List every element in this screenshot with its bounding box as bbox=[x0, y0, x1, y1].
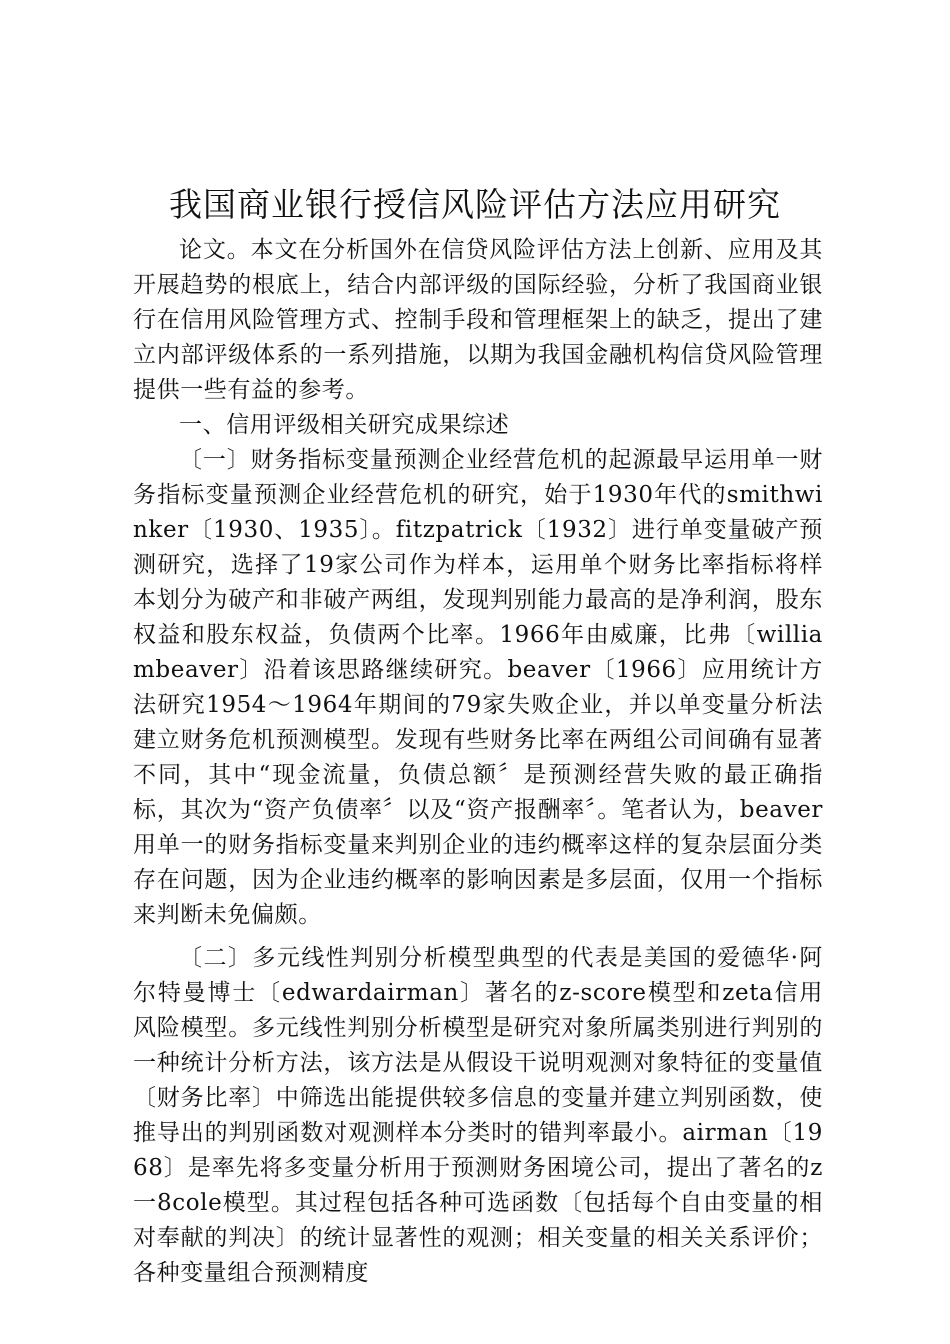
paragraph-gap bbox=[133, 933, 823, 941]
abstract-paragraph: 论文。本文在分析国外在信贷风险评估方法上创新、应用及其开展趋势的根底上，结合内部评级的国际经验，分析了我国商业银行在信用风险管理方式、控制手段和管理框架上的缺乏，提出了建立内部评级体系的一系列措施，以期为我国金融机构信贷风险管理提供一些有益的参考。 bbox=[133, 237, 823, 403]
document-title: 我国商业银行授信风险评估方法应用研究 bbox=[169, 185, 781, 224]
body-paragraph-single-variable: 〔一〕财务指标变量预测企业经营危机的起源最早运用单一财务指标变量预测企业经营危机的研究，始于1930年代的smithwinker〔1930、1935〕。fitzpatrick〔1932〕进行单变量破产预测研究，选择了19家公司作为样本，运用单个财务比率指标将样本划分为破产和非破产两组，发现判别能力最高的是净利润，股东权益和股东权益，负债两个比率。1966年由威廉，比弗〔williambeaver〕沿着该思路继续研究。beaver〔1966〕应用统计方法研究1954～1964年期间的79家失败企业，并以单变量分析法建立财务危机预测模型。发现有些财务比率在两组公司间确有显著不同，其中“现金流量，负债总额〞是预测经营失败的最正确指标，其次为“资产负债率〞以及“资产报酬率〞。笔者认为，beaver用单一的财务指标变量来判别企业的违约概率这样的复杂层面分类存在问题，因为企业违约概率的影响因素是多层面，仅用一个指标来判断未免偏颇。 bbox=[133, 447, 823, 928]
section-heading: 一、信用评级相关研究成果综述 bbox=[179, 412, 510, 438]
body-paragraph-multivariate: 〔二〕多元线性判别分析模型典型的代表是美国的爱德华·阿尔特曼博士〔edwardairman〕著名的z-score模型和zeta信用风险模型。多元线性判别分析模型是研究对象所属类别进行判别的一种统计分析方法，该方法是从假设干说明观测对象特征的变量值〔财务比率〕中筛选出能提供较多信息的变量并建立判别函数，使推导出的判别函数对观测样本分类时的错判率最小。airman〔1968〕是率先将多变量分析用于预测财务困境公司，提出了著名的z一8cole模型。其过程包括各种可选函数〔包括每个自由变量的相对奉献的判决〕的统计显著性的观测；相关变量的相关关系评价；各种变量组合预测精度 bbox=[133, 945, 823, 1286]
document-body bbox=[133, 233, 823, 1291]
